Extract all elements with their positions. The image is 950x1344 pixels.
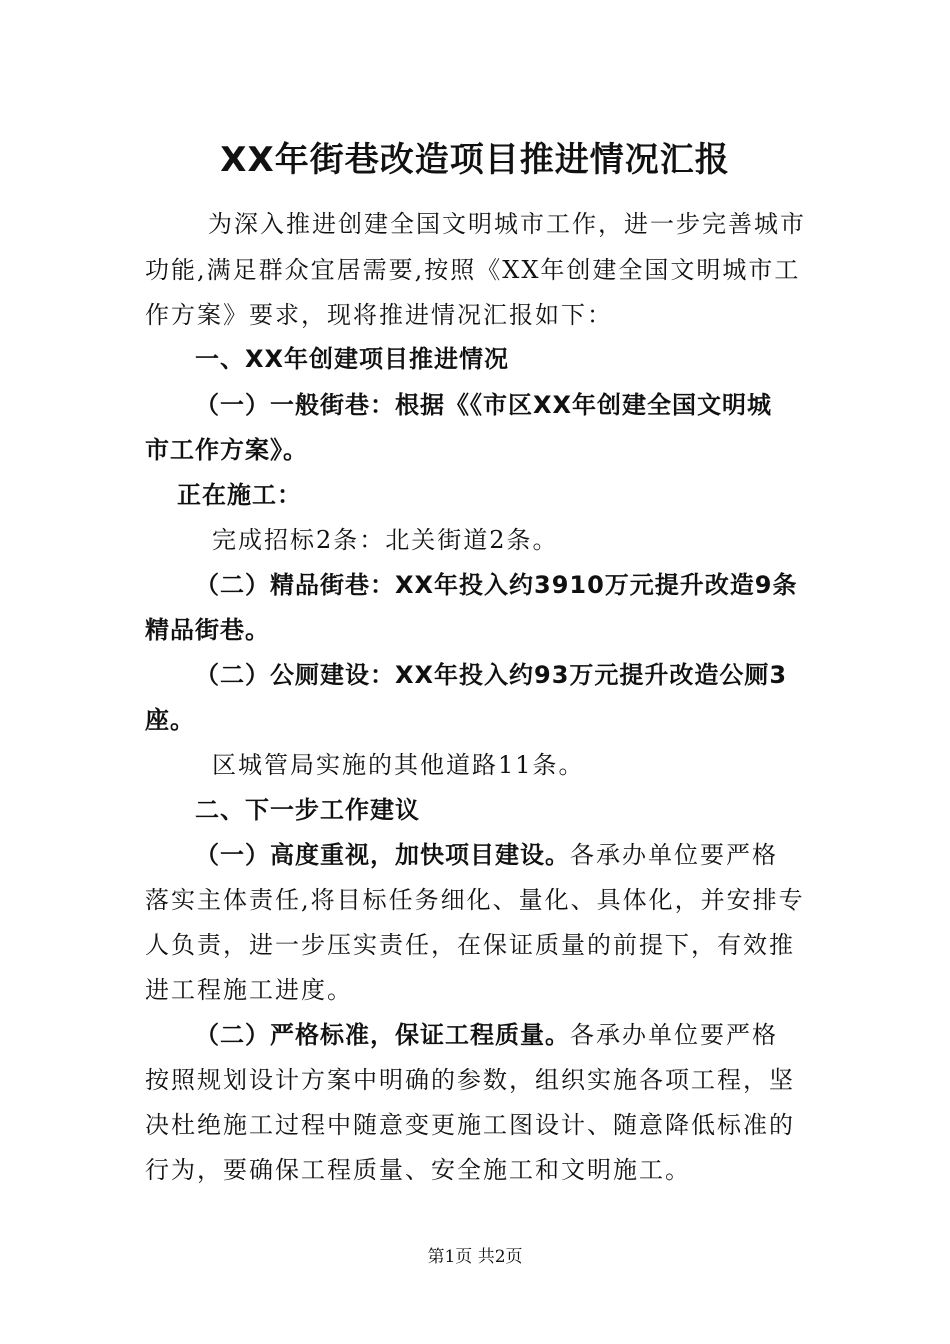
bidding-line: 完成招标2条：北关街道2条。 <box>212 526 559 554</box>
section1-item3-line-1: （二）公厕建设：XX年投入约93万元提升改造公厕3 <box>195 661 788 689</box>
section1-item2-line-1: （二）精品街巷：XX年投入约3910万元提升改造9条 <box>195 571 798 599</box>
section1-item2-line-2: 精品街巷。 <box>145 616 270 644</box>
section2-item2-line-2: 按照规划设计方案中明确的参数，组织实施各项工程，坚 <box>145 1066 795 1094</box>
section2-item1-rest: 各承办单位要严格 <box>570 841 778 869</box>
section2-item2-rest: 各承办单位要严格 <box>570 1021 778 1049</box>
section2-item1-line-3: 人负责，进一步压实责任，在保证质量的前提下，有效推 <box>145 931 795 959</box>
in-progress-label: 正在施工： <box>177 481 302 509</box>
section1-item3-line-2: 座。 <box>145 706 195 734</box>
page-footer: 第1页 共2页 <box>427 1247 523 1267</box>
section1-heading: 一、XX年创建项目推进情况 <box>195 345 510 373</box>
section2-item1-line-4: 进工程施工进度。 <box>145 976 353 1004</box>
section2-item2-line-3: 决杜绝施工过程中随意变更施工图设计、随意降低标准的 <box>145 1111 795 1139</box>
section1-item1-line-1: （一）一般街巷：根据《《市区XX年创建全国文明城 <box>195 391 773 419</box>
section2-item2-lead: （二）严格标准，保证工程质量。 <box>195 1021 570 1049</box>
section2-item2-line-4: 行为，要确保工程质量、安全施工和文明施工。 <box>145 1156 691 1184</box>
intro-line-3: 作方案》要求，现将推进情况汇报如下： <box>145 301 613 329</box>
section2-heading: 二、下一步工作建议 <box>195 796 420 824</box>
section1-item1-line-2: 市工作方案》。 <box>145 436 308 464</box>
section2-item1-lead: （一）高度重视，加快项目建设。 <box>195 841 570 869</box>
section2-item1-line-2: 落实主体责任,将目标任务细化、量化、具体化，并安排专 <box>145 886 805 914</box>
section2-item2-line-1 <box>195 1020 778 1050</box>
intro-line-2: 功能,满足群众宜居需要,按照《XX年创建全国文明城市工 <box>145 256 801 284</box>
section2-item1-line-1 <box>195 840 778 870</box>
other-roads-line: 区城管局实施的其他道路11条。 <box>212 751 585 779</box>
document-title: XX年街巷改造项目推进情况汇报 <box>220 140 730 180</box>
intro-line-1: 为深入推进创建全国文明城市工作，进一步完善城市 <box>208 210 806 238</box>
